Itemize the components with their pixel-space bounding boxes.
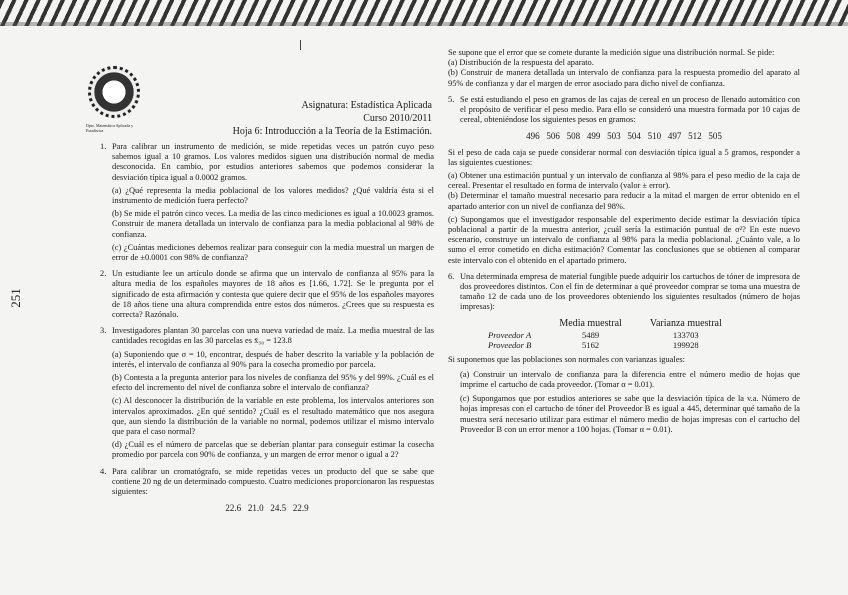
- problem-3b: (b) Contesta a la pregunta anterior para los niveles de confianza del 95% y del 99%. ¿Cuál es el efecto del incremento del nivel de confianza sobre el intervalo de confianza?: [112, 373, 434, 393]
- problem-3: [100, 326, 434, 346]
- problem-5: [448, 95, 800, 126]
- university-logo: [88, 66, 140, 118]
- problem-3c: (c) Al desconocer la distribución de la variable en este problema, los intervalos anteriores son intervalos aproximados. ¿En qué sentido? ¿Cuál es el resultado matemático que nos asegura que, aun siendo la distribución de la variable no normal, podemos utilizar el mismo intervalo que para el caso normal?: [112, 396, 434, 437]
- problem-4a: (a) Distribución de la respuesta del aparato.: [448, 58, 594, 68]
- page-number: 251: [7, 288, 23, 308]
- problem-6c: (c) Supongamos que por estudios anteriores se sabe que la desviación típica de la v.a. Número de hojas impresas con el cartucho de tóner del Proveedor B es igual a 445, determinar qué tamaño de la muestra será necesario utilizar para estimar el número medio de hojas impresas con el cartucho del Proveedor B con un error menor a 100 hojas. (Tomar α = 0.01).: [460, 394, 800, 434]
- problem-4-continued: Se supone que el error que se comete durante la medición sigue una distribución normal. Se pide:: [448, 48, 775, 57]
- problem-text: Para calibrar un cromatógrafo, se mide repetidas veces un producto del que se sabe que contiene 20 ng de un determinado compuesto. Cuatro mediciones proporcionaron las respuestas siguientes:: [112, 466, 434, 497]
- problem-5c: (c) Supongamos que el investigador responsable del experimento decide estimar la desviación típica poblacional a partir de la muestra anterior, ¿cuál sería la estimación puntual de σ²? En este nuevo escenario, construye un intervalo de confianza al 98% para la media poblacional. ¿Cuánto vale, a lo sumo el error cometido en dicha estimación? Comentar las conclusiones que se obtienen al comparar este intervalo con el obtenido en el apartado primero.: [448, 214, 800, 265]
- logo-caption: Dpto. Matemática Aplicada y Estadística: [86, 123, 134, 133]
- sheet-title: Hoja 6: Introducción a la Teoría de la Estimación.: [232, 126, 432, 137]
- scan-mark: [300, 40, 301, 50]
- problem-1c: (c) ¿Cuántas mediciones debemos realizar para conseguir con la media muestral un margen de error de ±0.0001 con 98% de confianza?: [112, 242, 434, 263]
- table-header: Varianza muestral: [649, 317, 722, 329]
- problem-1: [100, 142, 434, 183]
- table-cell: 133703: [672, 329, 699, 340]
- measurement-values: 22.6 21.0 24.5 22.9: [225, 503, 309, 514]
- provider-table: [488, 318, 736, 350]
- problem-number: 3.: [100, 326, 107, 336]
- problem-5a: (a) Obtener una estimación puntual y un intervalo de confianza al 98% para el peso medio de la caja de cereal. Presentar el resultado en forma de intervalo (valor ± error).: [448, 171, 800, 191]
- problem-3d: (d) ¿Cuál es el número de parcelas que se deberían plantar para conseguir estimar la cosecha promedio por parcela con 90% de confianza, y un margen de error menor o igual a 2?: [112, 440, 434, 460]
- table-row: [488, 340, 736, 350]
- problem-5-intro: Si el peso de cada caja se puede considerar normal con desviación típica igual a 5 gramos, responder a las siguientes cuestiones:: [448, 147, 800, 167]
- problem-number: 5.: [448, 94, 455, 104]
- table-cell: Proveedor A: [488, 329, 532, 340]
- weights-values: 496 506 508 499 503 504 510 497 512 505: [526, 131, 722, 142]
- problem-number: 4.: [100, 466, 107, 476]
- table-header-row: [488, 318, 736, 330]
- problem-1a: (a) ¿Qué representa la media poblacional de los valores medidos? ¿Qué valdría ésta si el instrumento de medición fuera perfecto?: [112, 185, 434, 206]
- table-cell: 199928: [672, 339, 699, 350]
- table-cell: Proveedor B: [488, 339, 532, 350]
- problem-6a: (a) Construir un intervalo de confianza para la diferencia entre el número medio de hojas que imprime el cartucho de cada proveedor. (Tomar α = 0.01).: [460, 369, 800, 390]
- problem-number: 1.: [100, 142, 107, 151]
- problem-number: 2.: [100, 269, 107, 279]
- problem-4b: (b) Construir de manera detallada un intervalo de confianza para la respuesta promedio del aparato al 95% de confianza y dar el margen de error asociado para dicho nivel de confianza.: [448, 68, 800, 88]
- problem-text: Investigadores plantan 30 parcelas con una nueva variedad de maíz. La media muestral de las cantidades recogidas en las 30 parcelas es x̄₃₀ = 123.8: [112, 326, 434, 346]
- problem-2: [100, 269, 434, 320]
- left-column: [100, 142, 434, 520]
- subject-title: Asignatura: Estadística Aplicada: [301, 100, 432, 111]
- table-row: [488, 330, 736, 340]
- problem-text: Un estudiante lee un artículo donde se afirma que un intervalo de confianza al 95% para la altura media de los españoles mayores de 18 años es [1.66, 1.72]. Se le pregunta por el significado de esta afirmación y contesta que quiere decir que el 95% de los españoles mayores de 18 años tiene una altura comprendida entre estos dos números. ¿Crees que su respuesta es correcta? Razónalo.: [112, 269, 434, 320]
- problem-3a: (a) Suponiendo que σ = 10, encontrar, después de haber descrito la variable y la población de interés, el intervalo de confianza al 90% para la cosecha promedio por parcela.: [112, 349, 434, 369]
- problem-5b: (b) Determinar el tamaño muestral necesario para reducir a la mitad el margen de error obtenido en el apartado anterior con un nivel de confianza del 98%.: [448, 191, 800, 211]
- problem-1b: (b) Se mide el patrón cinco veces. La media de las cinco mediciones es igual a 10.0023 gramos. Construir de manera detallada un intervalo de confianza para la media poblacional al 98% de confianza.: [112, 209, 434, 239]
- problem-text: Para calibrar un instrumento de medición, se mide repetidas veces un patrón cuyo peso sabemos igual a 10 gramos. Los valores medidos siguen una distribución normal de media desconocida. En cambio, por estudios anteriores sabemos que podemos considerar la desviación típica igual a 0.0002 gramos.: [112, 142, 434, 182]
- table-header: Media muestral: [559, 317, 622, 329]
- problem-6-intro: Si suponemos que las poblaciones son normales con varianzas iguales:: [448, 354, 686, 364]
- binding-shadow: [0, 22, 848, 26]
- right-column: [448, 48, 800, 435]
- problem-number: 6.: [448, 271, 455, 281]
- table-header: [488, 318, 545, 330]
- table-cell: 5489: [582, 329, 600, 340]
- problem-text: Una determinada empresa de material fungible puede adquirir los cartuchos de tóner de impresora de dos proveedores distintos. Con el fin de determinar a qué proveedor comprar se toma una muestra de tamaño 12 de cada uno de los proveedores obteniendo los siguientes resultados (número de hojas impresas):: [460, 271, 800, 312]
- problem-6: [448, 272, 800, 313]
- course-year: Curso 2010/2011: [363, 113, 432, 124]
- problem-text: Se está estudiando el peso en gramos de las cajas de cereal en un proceso de llenado automático con el propósito de verificar el peso medio. Para ello se consideró una muestra formada por 10 cajas de cereal, obteniéndose los siguientes pesos en gramos:: [460, 94, 800, 125]
- problem-4: [100, 467, 434, 498]
- table-cell: 5162: [582, 339, 600, 350]
